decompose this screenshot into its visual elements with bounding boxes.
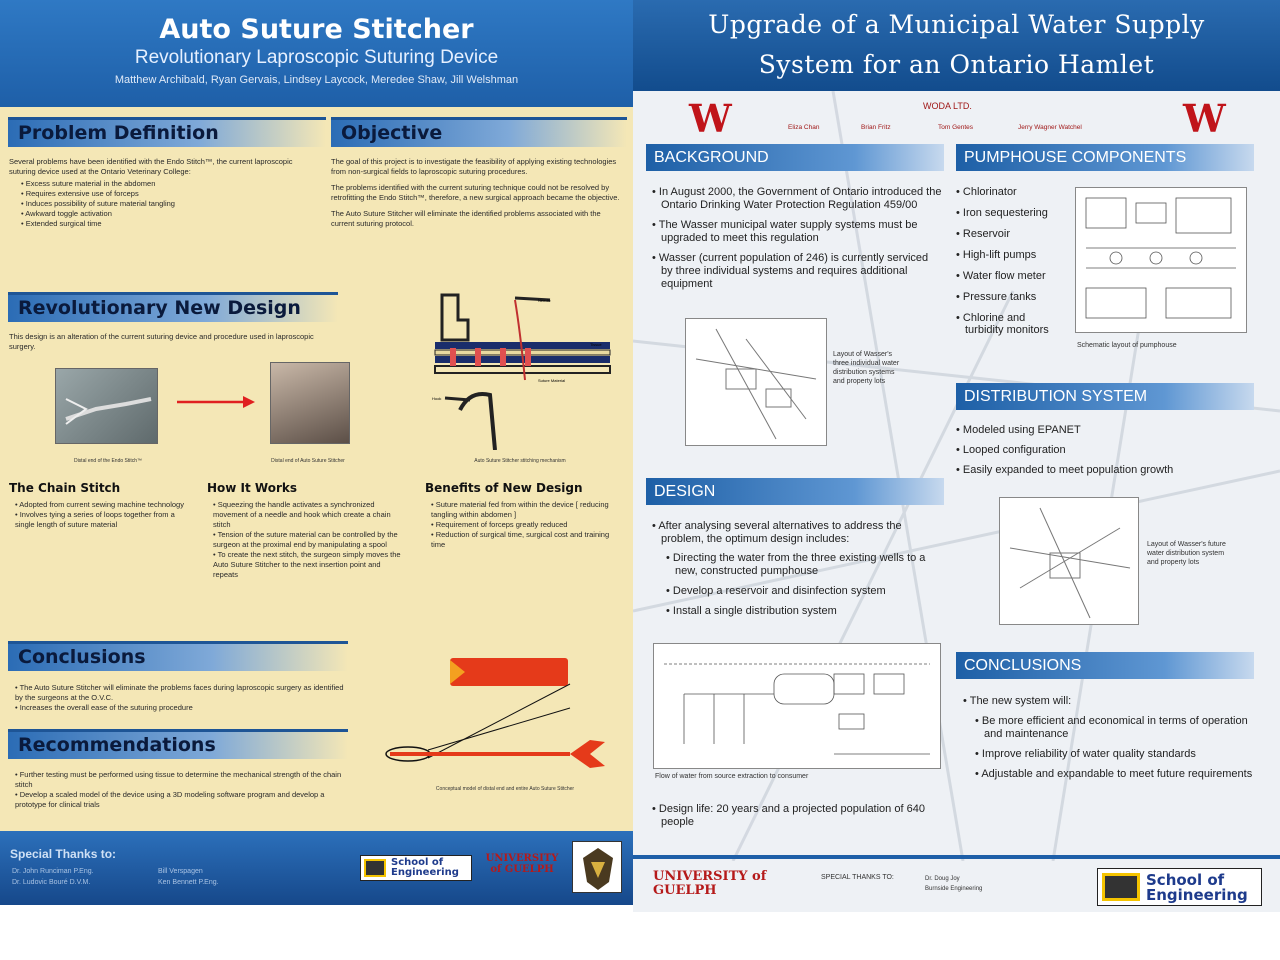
stitching-mechanism-diagram [430, 290, 620, 450]
label-needle: Needle [538, 298, 551, 303]
left-poster-subtitle: Revolutionary Laproscopic Suturing Device [134, 47, 499, 68]
thanks-names-col2 [158, 866, 219, 888]
list-item: • Easily expanded to meet population growth [956, 464, 1256, 477]
left-poster-header [0, 0, 633, 107]
university-of-guelph-logo-right: UNIVERSITY of GUELPH [653, 869, 767, 898]
auto-stitcher-photo [270, 362, 350, 444]
pumphouse-section [956, 186, 1066, 343]
list-item: • Requires extensive use of forceps [21, 189, 301, 199]
thanks-name: Dr. Doug Joy [925, 876, 960, 882]
endo-stitch-photo [55, 368, 158, 444]
wasser-layout-map [685, 318, 827, 446]
objective-p1: The goal of this project is to investigate the feasibility of applying existing technologies from non-surgical fields to laproscopic suturing procedures. [331, 157, 617, 176]
list-item: • Chlorine and turbidity monitors [956, 312, 1066, 336]
list-item: • Water flow meter [956, 270, 1066, 282]
list-item: • Develop a scaled model of the device using a 3D modeling software program and develop a prototype for clinical trials [15, 790, 354, 810]
list-item: • Reservoir [956, 228, 1066, 240]
conclusions-heading: Conclusions [8, 641, 348, 671]
list-item: • Reduction of surgical time, surgical cost and training time [431, 530, 625, 550]
list-item: • Increases the overall ease of the suturing procedure [15, 703, 349, 713]
special-thanks-names [925, 874, 982, 894]
list-item: • Squeezing the handle activates a synchronized movement of a needle and hook which create a chain stitch [213, 500, 407, 530]
woda-logo-right: W [1183, 96, 1226, 141]
footer-divider [633, 855, 1280, 859]
thanks-heading: Special Thanks to: [10, 847, 117, 861]
left-poster-footer [0, 831, 633, 905]
model-caption: Conceptual model of distal end and entire Auto Suture Stitcher [435, 786, 575, 792]
school-crest-icon [364, 859, 386, 877]
label-hook: Hook [432, 396, 442, 401]
objective-section [331, 157, 621, 229]
conclusions-heading-right: CONCLUSIONS [956, 652, 1254, 679]
chain-stitch-section [9, 500, 189, 530]
problem-section [9, 157, 301, 229]
left-poster-title: Auto Suture Stitcher [159, 14, 474, 45]
list-item: • Adjustable and expandable to meet future requirements [975, 768, 1253, 781]
list-item: • Improve reliability of water quality standards [975, 748, 1253, 761]
team-name: Jerry Wagner Watchel [1018, 124, 1082, 131]
list-item: • Install a single distribution system [666, 605, 942, 618]
list-item: • Pressure tanks [956, 291, 1066, 303]
background-map-caption: Layout of Wasser's three individual water distribution systems and property lots [833, 351, 900, 385]
list-item: • The Auto Suture Stitcher will eliminate the problems faces during laproscopic surgery as identified by the surgeons at the O.V.C. [15, 683, 349, 703]
recommendations-section [9, 770, 354, 810]
design-section [652, 520, 942, 625]
thanks-name: Ken Bennett P.Eng. [158, 879, 219, 886]
list-item: • High-lift pumps [956, 249, 1066, 261]
caption-endo: Distal end of the Endo Stitch™ [73, 458, 143, 464]
company-name: WODA LTD. [923, 101, 972, 111]
list-item: • In August 2000, the Government of Ontario introduced the Ontario Drinking Water Protection Regulation 459/00 [652, 186, 942, 212]
thanks-name: Dr. John Runciman P.Eng. [12, 868, 94, 875]
list-item: • Induces possibility of suture material tangling [21, 199, 301, 209]
list-item: • Further testing must be performed using tissue to determine the mechanical strength of the chain stitch [15, 770, 354, 790]
label-tissue: Tissue [590, 342, 602, 347]
distribution-heading: DISTRIBUTION SYSTEM [956, 383, 1254, 410]
design-flow-caption: Flow of water from source extraction to consumer [655, 773, 809, 780]
right-poster-header [633, 0, 1280, 91]
pumphouse-schematic [1075, 187, 1247, 333]
arrow-icon [175, 395, 257, 409]
list-item: • Directing the water from the three existing wells to a new, constructed pumphouse [666, 552, 942, 578]
distribution-caption: Layout of Wasser's future water distribution system and property lots [1147, 541, 1226, 566]
list-item: • Develop a reservoir and disinfection system [666, 585, 942, 598]
team-name: Eliza Chan [788, 124, 820, 131]
list-item: • Excess suture material in the abdomen [21, 179, 301, 189]
list-item: • Wasser (current population of 246) is currently serviced by three individual systems and requires additional equipment [652, 252, 942, 291]
right-poster-title-line1: Upgrade of a Municipal Water Supply [708, 10, 1205, 39]
list-item: • Iron sequestering [956, 207, 1066, 219]
list-item: • Involves tying a series of loops together from a single length of suture material [15, 510, 189, 530]
university-of-guelph-logo: UNIVERSITY of GUELPH [485, 853, 559, 875]
water-flow-diagram [653, 643, 941, 769]
background-section [652, 186, 942, 298]
list-item: • The Wasser municipal water supply systems must be upgraded to meet this regulation [652, 219, 942, 245]
pumphouse-heading: PUMPHOUSE COMPONENTS [956, 144, 1254, 171]
design-heading-right: DESIGN [646, 478, 944, 505]
recommendations-heading: Recommendations [8, 729, 348, 759]
objective-p3: The Auto Suture Stitcher will eliminate the identified problems associated with the current suturing protocol. [331, 209, 601, 228]
conceptual-model-image [380, 650, 620, 780]
list-item: • Modeled using EPANET [956, 424, 1256, 437]
caption-auto: Distal end of Auto Suture Stitcher [271, 458, 345, 464]
list-item: • Looped configuration [956, 444, 1256, 457]
right-poster-title-line2: System for an Ontario Hamlet [758, 50, 1155, 79]
chain-stitch-heading: The Chain Stitch [9, 481, 121, 495]
list-item: • Awkward toggle activation [21, 209, 301, 219]
team-name: Brian Fritz [861, 124, 891, 131]
problem-list [21, 179, 301, 229]
benefits-section [425, 500, 625, 550]
caption-mechanism: Auto Suture Stitcher stitching mechanism [474, 458, 566, 464]
conclusions-intro: • The new system will: [963, 695, 1072, 707]
school-crest-icon [1102, 873, 1140, 901]
school-of-engineering-logo-right: School of Engineering [1097, 868, 1262, 906]
left-poster-authors: Matthew Archibald, Ryan Gervais, Lindsey Laycock, Meredee Shaw, Jill Welshman [114, 74, 519, 86]
distribution-layout-map [999, 497, 1139, 625]
list-item: • Suture material fed from within the device [ reducing tangling within abdomen ] [431, 500, 625, 520]
thanks-names-col1 [12, 866, 94, 888]
list-item: • Adopted from current sewing machine technology [15, 500, 189, 510]
left-poster [0, 0, 633, 905]
thanks-org: Burnside Engineering [925, 886, 983, 892]
team-name: Tom Gentes [938, 124, 974, 131]
list-item: • Requirement of forceps greatly reduced [431, 520, 625, 530]
objective-p2: The problems identified with the current suturing technique could not be resolved by retrofitting the Endo Stitch™, therefore, a new surgical approach became the objective. [331, 183, 620, 202]
distribution-section [956, 424, 1256, 484]
right-poster [633, 0, 1280, 912]
list-item: • Be more efficient and economical in terms of operation and maintenance [975, 715, 1253, 741]
conclusions-section [9, 683, 349, 713]
problem-heading: Problem Definition [8, 117, 326, 147]
crest-logo [572, 841, 622, 893]
conclusions-section-right [963, 695, 1253, 788]
school-of-engineering-logo: School of Engineering [360, 855, 472, 881]
special-thanks-label: SPECIAL THANKS TO: [821, 874, 894, 881]
problem-text: Several problems have been identified with the Endo Stitch™, the current laproscopic suturing device used at the Ontario Veterinary College: [9, 157, 293, 176]
thanks-name: Dr. Ludovic Bouré D.V.M. [12, 879, 91, 886]
background-heading: BACKGROUND [646, 144, 944, 171]
how-it-works-section [207, 500, 407, 580]
design-text: This design is an alteration of the current suturing device and procedure used in laproscopic surgery. [9, 332, 314, 351]
list-item: • To create the next stitch, the surgeon simply moves the Auto Suture Stitcher to the next insertion point and repeats [213, 550, 407, 580]
objective-heading: Objective [331, 117, 627, 147]
benefits-heading: Benefits of New Design [425, 481, 583, 495]
list-item: • Chlorinator [956, 186, 1066, 198]
label-suture: Suture Material [538, 378, 566, 383]
thanks-name: Bill Verspagen [158, 868, 203, 875]
pumphouse-caption: Schematic layout of pumphouse [1077, 342, 1177, 349]
list-item: • Tension of the suture material can be controlled by the surgeon at the proximal end by manipulating a spool [213, 530, 407, 550]
design-intro: • After analysing several alternatives to address the problem, the optimum design includes: [652, 520, 902, 545]
list-item: • Extended surgical time [21, 219, 301, 229]
design-heading: Revolutionary New Design [8, 292, 338, 322]
woda-logo-left: W [689, 96, 732, 141]
design-life: • Design life: 20 years and a projected population of 640 people [652, 803, 925, 828]
how-it-works-heading: How It Works [207, 481, 298, 495]
